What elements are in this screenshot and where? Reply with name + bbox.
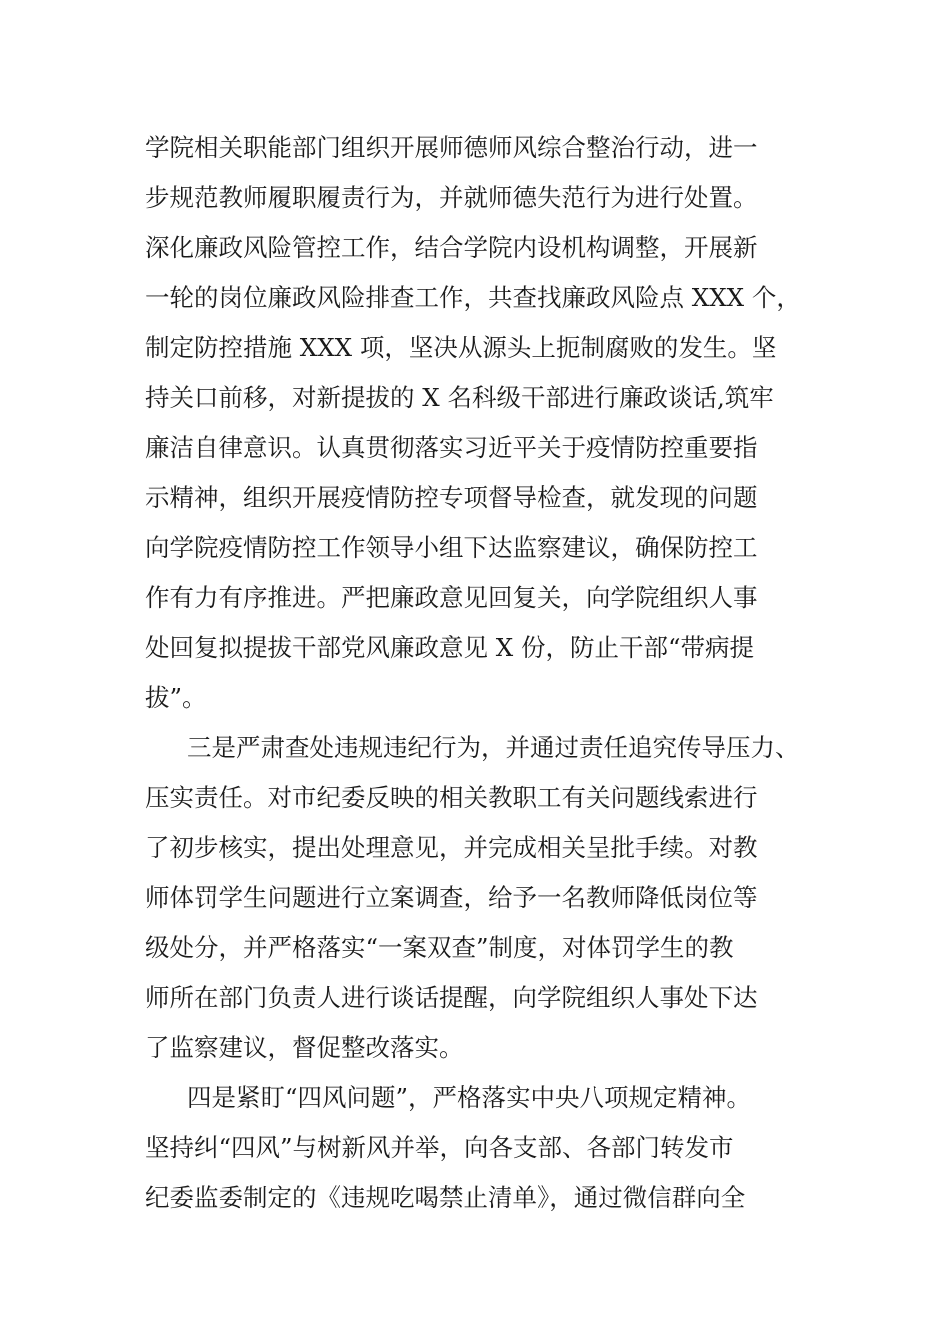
text-line: 学院相关职能部门组织开展师德师风综合整治行动，进一 [145, 133, 758, 162]
text-line: 制定防控措施 XXX 项，坚决从源头上扼制腐败的发生。坚 [145, 333, 777, 362]
text-line: 一轮的岗位廉政风险排查工作，共查找廉政风险点 XXX 个， [145, 283, 801, 312]
text-line: 拔”。 [145, 683, 207, 712]
paragraph-start-line: 四是紧盯“四风问题”，严格落实中央八项规定精神。 [187, 1083, 752, 1112]
text-line: 深化廉政风险管控工作，结合学院内设机构调整，开展新 [145, 233, 758, 262]
text-line: 向学院疫情防控工作领导小组下达监察建议，确保防控工 [145, 533, 758, 562]
text-line: 处回复拟提拔干部党风廉政意见 X 份，防止干部“带病提 [145, 633, 755, 662]
text-line: 级处分，并严格落实“一案双查”制度，对体罚学生的教 [145, 933, 734, 962]
text-line: 作有力有序推进。严把廉政意见回复关，向学院组织人事 [145, 583, 758, 612]
text-line: 持关口前移，对新提拔的 X 名科级干部进行廉政谈话,筑牢 [145, 383, 774, 412]
text-line: 步规范教师履职履责行为，并就师德失范行为进行处置。 [145, 183, 758, 212]
text-line: 了监察建议，督促整改落实。 [145, 1033, 464, 1062]
text-line: 坚持纠“四风”与树新风并举，向各支部、各部门转发市 [145, 1133, 734, 1162]
text-line: 纪委监委制定的《违规吃喝禁止清单》，通过微信群向全 [145, 1183, 746, 1212]
text-line: 师体罚学生问题进行立案调查，给予一名教师降低岗位等 [145, 883, 758, 912]
text-line: 廉洁自律意识。认真贯彻落实习近平关于疫情防控重要指 [145, 433, 758, 462]
text-line: 师所在部门负责人进行谈话提醒，向学院组织人事处下达 [145, 983, 758, 1012]
text-line: 压实责任。对市纪委反映的相关教职工有关问题线索进行 [145, 783, 758, 812]
paragraph-start-line: 三是严肃查处违规违纪行为，并通过责任追究传导压力、 [187, 733, 800, 762]
text-line: 示精神，组织开展疫情防控专项督导检查，就发现的问题 [145, 483, 758, 512]
text-line: 了初步核实，提出处理意见，并完成相关呈批手续。对教 [145, 833, 758, 862]
